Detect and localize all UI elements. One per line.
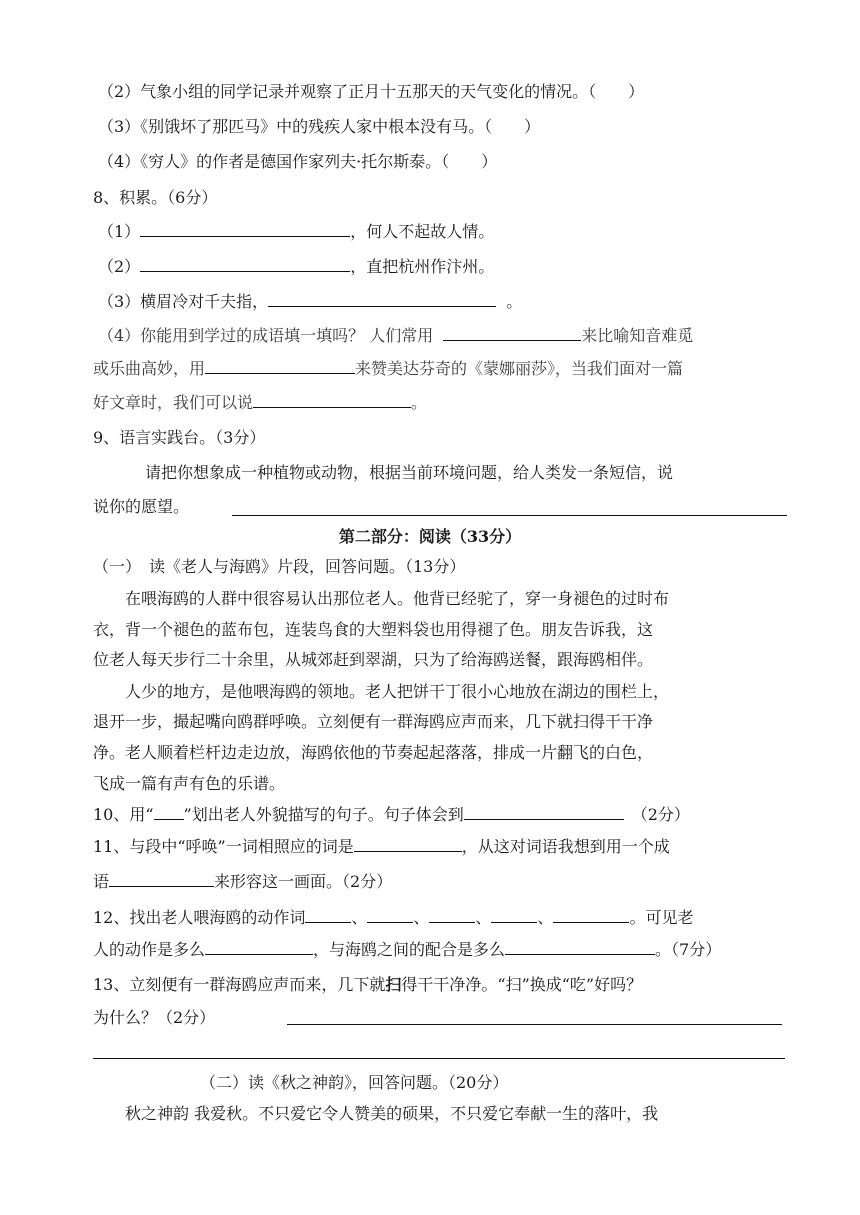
q11-blank-2[interactable] <box>109 870 214 887</box>
q10-underline-sample <box>154 803 184 820</box>
q8-title: 8、积累。（6分） <box>93 188 218 207</box>
q11-text-d: 来形容这一画面。（2分） <box>214 872 393 891</box>
q12-blank-7[interactable] <box>505 938 655 955</box>
q8-item-4-line1 <box>98 324 693 348</box>
q8-item-4-blank-2[interactable] <box>205 357 355 374</box>
q13-answer-line-2[interactable] <box>93 1058 785 1059</box>
q12-text-a: 12、找出老人喂海鸥的动作词 <box>93 908 306 927</box>
q8-item-2-prefix: （2） <box>98 257 141 276</box>
q8-item-1-prefix: （1） <box>98 222 141 241</box>
reading1-p2-line2: 退开一步，撮起嘴向鸥群呼唤。立刻便有一群海鸥应声而来，几下就扫得干干净 <box>93 712 654 731</box>
q12-text-e: 。（7分） <box>655 940 722 959</box>
reading1-p1-line3: 位老人每天步行二十余里，从城郊赶到翠湖，只为了给海鸥送餐，跟海鸥相伴。 <box>93 650 654 669</box>
q8-item-4-line2 <box>93 357 683 381</box>
reading1-p1-line1: 在喂海鸥的人群中很容易认出那位老人。他背已经驼了，穿一身褪色的过时布 <box>125 589 670 608</box>
q13-text-a: 13、立刻便有一群海鸥应声而来，几下就 <box>93 975 386 994</box>
q12-line1 <box>93 906 693 930</box>
q8-item-4-line3 <box>93 391 427 415</box>
q9-prompt-line2: 说你的愿望。 <box>93 497 190 516</box>
q12-sep-3: 、 <box>475 908 492 927</box>
q10 <box>93 803 690 827</box>
q8-item-1 <box>98 220 494 244</box>
q12-sep-4: 、 <box>537 908 554 927</box>
q12-text-d: ，与海鸥之间的配合是多么 <box>313 940 506 959</box>
q7-item-2: （2）气象小组的同学记录并观察了正月十五那天的天气变化的情况。（ ） <box>98 82 645 101</box>
q9-answer-line[interactable] <box>232 515 787 516</box>
q11-line2 <box>93 870 392 894</box>
q12-blank-5[interactable] <box>553 906 629 923</box>
q11-text-a: 11、与段中“呼唤”一词相照应的词是 <box>93 837 354 856</box>
q13-answer-line-1[interactable] <box>287 1024 782 1025</box>
q8-item-3-prefix: （3）横眉冷对千夫指， <box>98 292 269 311</box>
reading1-p2-line4: 飞成一篇有声有色的乐谱。 <box>93 774 286 793</box>
q11-line1 <box>93 835 670 859</box>
q12-line2 <box>93 938 721 962</box>
q8-item-2-blank[interactable] <box>140 255 350 272</box>
q8-item-4-text-e: 好文章时，我们可以说 <box>93 393 254 412</box>
q7-item-4: （4）《穷人》的作者是德国作家列夫·托尔斯泰。（ ） <box>98 152 498 171</box>
reading1-p2-line3: 净。老人顺着栏杆边走边放，海鸥依他的节奏起起落落，排成一片翻飞的白色， <box>93 743 654 762</box>
q12-text-b: 。可见老 <box>629 908 694 927</box>
q8-item-4-blank-1[interactable] <box>443 324 581 341</box>
q10-text-a: 10、用“ <box>93 805 154 824</box>
q12-sep-1: 、 <box>351 908 368 927</box>
reading1-p1-line2: 衣，背一个褪色的蓝布包，连装鸟食的大塑料袋也用得褪了色。朋友告诉我，这 <box>93 620 654 639</box>
q12-blank-1[interactable] <box>305 906 351 923</box>
reading2-title: （二）读《秋之神韵》，回答问题。（20分） <box>200 1073 509 1092</box>
q10-score: （2分） <box>631 805 690 824</box>
q8-item-4-text-d: 来赞美达芬奇的《蒙娜丽莎》，当我们面对一篇 <box>355 359 684 378</box>
q8-item-4-text-a: （4）你能用到学过的成语填一填吗？ 人们常用 <box>98 326 434 345</box>
q11-text-b: ，从这对词语我想到用一个成 <box>461 837 670 856</box>
q13-text-b: 得干干净净。“扫”换成“吃”好吗？ <box>401 975 643 994</box>
part2-heading: 第二部分：阅读（33分） <box>338 527 522 546</box>
q7-item-3: （3）《别饿坏了那匹马》中的残疾人家中根本没有马。（ ） <box>98 117 541 136</box>
q8-item-4-text-c: 或乐曲高妙，用 <box>93 359 206 378</box>
q8-item-1-suffix: ，何人不起故人情。 <box>350 222 495 241</box>
q11-text-c: 语 <box>93 872 110 891</box>
q8-item-4-text-b: 来比喻知音难觅 <box>581 326 694 345</box>
q8-item-3 <box>98 290 522 314</box>
q10-answer-blank[interactable] <box>464 803 624 820</box>
q8-item-3-suffix: 。 <box>506 292 523 311</box>
q12-blank-4[interactable] <box>491 906 537 923</box>
reading2-text-line1: 秋之神韵 我爱秋。不只爱它令人赞美的硕果，不只爱它奉献一生的落叶，我 <box>125 1104 659 1123</box>
reading1-title: （一） 读《老人与海鸥》片段，回答问题。（13分） <box>93 557 466 576</box>
q9-prompt-line1: 请把你想象成一种植物或动物，根据当前环境问题，给人类发一条短信，说 <box>145 463 674 482</box>
q9-title: 9、语言实践台。（3分） <box>93 428 266 447</box>
q11-blank-1[interactable] <box>354 835 462 852</box>
q8-item-3-blank[interactable] <box>268 290 496 307</box>
q13-emphasis-word: 扫 <box>385 975 402 994</box>
q8-item-4-blank-3[interactable] <box>253 391 411 408</box>
q12-blank-6[interactable] <box>205 938 313 955</box>
q8-item-1-blank[interactable] <box>140 220 350 237</box>
q12-text-c: 人的动作是多么 <box>93 940 206 959</box>
q13-line1 <box>93 973 642 997</box>
q8-item-2-suffix: ，直把杭州作汴州。 <box>350 257 495 276</box>
q10-text-b: ”划出老人外貌描写的句子。句子体会到 <box>183 805 464 824</box>
reading1-p2-line1: 人少的地方，是他喂海鸥的领地。老人把饼干丁很小心地放在湖边的围栏上， <box>125 682 670 701</box>
q12-blank-3[interactable] <box>429 906 475 923</box>
q12-blank-2[interactable] <box>367 906 413 923</box>
q8-item-4-text-f: 。 <box>411 393 428 412</box>
q13-line2: 为什么？（2分） <box>93 1008 216 1027</box>
q8-item-2 <box>98 255 494 279</box>
q12-sep-2: 、 <box>413 908 430 927</box>
